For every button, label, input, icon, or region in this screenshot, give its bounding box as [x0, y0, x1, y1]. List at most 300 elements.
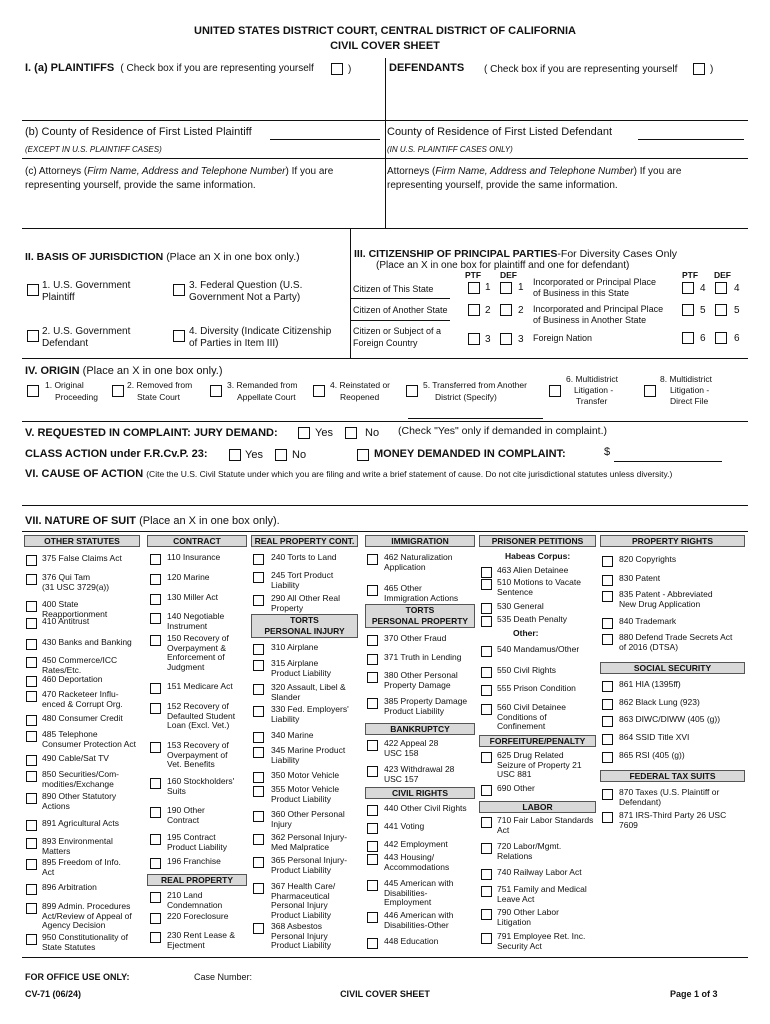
suit-c1-4-label: 430 Banks and Banking — [42, 637, 132, 647]
suit-c4-10-label: 442 Employment — [384, 839, 448, 849]
rule — [22, 358, 748, 359]
rule — [22, 158, 748, 159]
origin-4-label: 4. Reinstated or — [330, 380, 391, 390]
incorporated-another-state: Incorporated and Principal Place — [533, 304, 664, 314]
suit-c3-13-checkbox[interactable] — [253, 857, 264, 868]
suit-c5-1-checkbox[interactable] — [481, 579, 492, 590]
other-label: Other: — [513, 628, 539, 638]
suit-c2-12-checkbox[interactable] — [150, 892, 161, 903]
suit-c1-3-checkbox[interactable] — [26, 618, 37, 629]
suit-c4-14-checkbox[interactable] — [367, 938, 378, 949]
suit-c6-7-checkbox[interactable] — [602, 716, 613, 727]
suit-c1-2-label: 400 State Reapportionment — [42, 599, 108, 619]
parties-divider — [385, 58, 386, 228]
attorneys-plaintiff-note: representing yourself, provide the same information. — [25, 180, 256, 191]
nature-heading: VII. NATURE OF SUIT (Place an X in one box only). — [25, 515, 280, 527]
suit-c4-6-label: 422 Appeal 28 USC 158 — [384, 738, 439, 758]
origin-6-label: Litigation - — [574, 385, 614, 395]
money-label: MONEY DEMANDED IN COMPLAINT: — [374, 448, 566, 460]
suit-c1-10-checkbox[interactable] — [26, 755, 37, 766]
suit-c4-6-checkbox[interactable] — [367, 740, 378, 751]
close-paren: ) — [710, 64, 714, 75]
suit-c4-11-label: 443 Housing/ Accommodations — [384, 852, 450, 872]
ptf-4-checkbox[interactable] — [682, 282, 694, 294]
ptf-3-checkbox[interactable] — [468, 333, 480, 345]
suit-c5-7-checkbox[interactable] — [481, 704, 492, 715]
real-property-header: REAL PROPERTY — [147, 874, 247, 886]
suit-c3-4-label: 315 Airplane Product Liability — [271, 658, 332, 678]
suit-c1-11-checkbox[interactable] — [26, 771, 37, 782]
def-label: DEF — [500, 270, 517, 280]
suit-c3-15-checkbox[interactable] — [253, 923, 264, 934]
citizen-foreign: Citizen or Subject of a — [353, 326, 442, 336]
suit-c4-13-label: 446 American with Disabilities-Other — [384, 910, 454, 930]
class-action-label: CLASS ACTION under F.R.Cv.P. 23: — [25, 448, 208, 460]
suit-c2-7-checkbox[interactable] — [150, 742, 161, 753]
office-use-label: FOR OFFICE USE ONLY: — [25, 972, 130, 982]
suit-c3-0-label: 240 Torts to Land — [271, 552, 337, 562]
suit-c3-14-label: 367 Health Care/ Pharmaceutical Personal Injury Product Liability — [271, 881, 336, 920]
suit-c2-0-checkbox[interactable] — [150, 554, 161, 565]
suit-c5-9-checkbox[interactable] — [481, 785, 492, 796]
def-2-checkbox[interactable] — [500, 304, 512, 316]
jurisdiction-4-label: of Parties in Item III) — [189, 338, 279, 349]
suit-c1-16-label: 896 Arbitration — [42, 882, 97, 892]
class-yes-label: Yes — [245, 449, 263, 461]
rule — [22, 120, 748, 121]
suit-c1-3-label: 410 Antitrust — [42, 616, 90, 626]
rule — [22, 505, 748, 506]
suit-c1-14-label: 893 Environmental Matters — [42, 836, 113, 856]
suit-c5-8-checkbox[interactable] — [481, 752, 492, 763]
citizen-this-state: Citizen of This State — [353, 284, 434, 294]
jury-note: (Check "Yes" only if demanded in complaint.) — [398, 425, 608, 437]
forfeiture-header: FORFEITURE/PENALTY — [479, 735, 596, 747]
suit-c2-4-label: 150 Recovery of Overpayment & Enforcement of Judgment — [167, 633, 229, 672]
suit-c4-12-checkbox[interactable] — [367, 880, 378, 891]
suit-c5-11-label: 720 Labor/Mgmt. Relations — [497, 841, 562, 861]
suit-c3-7-checkbox[interactable] — [253, 732, 264, 743]
suit-c5-6-checkbox[interactable] — [481, 685, 492, 696]
suit-c1-11-label: 850 Securities/Com- modities/Exchange — [42, 769, 120, 789]
plaintiffs-label: I. (a) PLAINTIFFS — [25, 62, 115, 74]
suit-c1-4-checkbox[interactable] — [26, 639, 37, 650]
suit-c3-6-label: 330 Fed. Employers' Liability — [271, 704, 349, 724]
suit-c1-1-label: 376 Qui Tam (31 USC 3729(a)) — [42, 572, 110, 592]
suit-c2-3-checkbox[interactable] — [150, 613, 161, 624]
suit-c6-8-checkbox[interactable] — [602, 734, 613, 745]
suit-c6-9-label: 865 RSI (405 (g)) — [619, 750, 685, 760]
jurisdiction-3-label: Government Not a Party) — [189, 292, 301, 303]
suit-c4-3-checkbox[interactable] — [367, 654, 378, 665]
origin-2-label: 2. Removed from — [127, 380, 193, 390]
suit-c3-11-label: 360 Other Personal Injury — [271, 809, 345, 829]
suit-c5-15-label: 791 Employee Ret. Inc. Security Act — [497, 931, 586, 951]
ptf-2-checkbox[interactable] — [468, 304, 480, 316]
suit-c2-9-checkbox[interactable] — [150, 807, 161, 818]
class-no-label: No — [292, 449, 307, 461]
rule — [22, 421, 748, 422]
origin-5-label: 5. Transferred from Another — [423, 380, 527, 390]
suit-c5-9-label: 690 Other — [497, 783, 535, 793]
suit-c3-8-checkbox[interactable] — [253, 747, 264, 758]
def-label: DEF — [714, 270, 731, 280]
suit-c3-2-checkbox[interactable] — [253, 595, 264, 606]
suit-c5-1-label: 510 Motions to Vacate Sentence — [497, 577, 581, 597]
suit-c3-12-label: 362 Personal Injury- Med Malpratice — [271, 832, 348, 852]
cause-heading: VI. CAUSE OF ACTION (Cite the U.S. Civil Statute under which you are filing and write a brief statement of cause. Do not cite jurisdictional statutes unless diversity.) — [25, 468, 673, 480]
plaintiffs-heading — [25, 62, 314, 74]
suit-c3-1-checkbox[interactable] — [253, 572, 264, 583]
def-2-number: 2 — [518, 305, 524, 316]
plaintiff-self-checkbox[interactable] — [331, 63, 343, 75]
suit-c3-5-checkbox[interactable] — [253, 684, 264, 695]
def-3-checkbox[interactable] — [500, 333, 512, 345]
suit-c2-5-label: 151 Medicare Act — [167, 681, 233, 691]
jurisdiction-2-label: 2. U.S. Government — [42, 326, 131, 337]
suit-c1-6-checkbox[interactable] — [26, 676, 37, 687]
suit-c1-15-checkbox[interactable] — [26, 859, 37, 870]
county-defendant-label: County of Residence of First Listed Defendant — [387, 126, 613, 138]
col-header-prisoner: PRISONER PETITIONS — [479, 535, 596, 547]
ptf-3-number: 3 — [485, 334, 491, 345]
footer-title: CIVIL COVER SHEET — [340, 989, 430, 999]
jurisdiction-heading: II. BASIS OF JURISDICTION (Place an X in one box only.) — [25, 251, 300, 263]
suit-c1-6-label: 460 Deportation — [42, 674, 103, 684]
social-security-header: SOCIAL SECURITY — [600, 662, 745, 674]
jurisdiction-1-checkbox[interactable] — [27, 284, 39, 296]
suit-c1-0-label: 375 False Claims Act — [42, 553, 122, 563]
suit-c3-15-label: 368 Asbestos Personal Injury Product Liability — [271, 921, 332, 950]
suit-c2-10-label: 195 Contract Product Liability — [167, 832, 228, 852]
def-4-checkbox[interactable] — [715, 282, 727, 294]
county-plaintiff-label: (b) County of Residence of First Listed Plaintiff — [25, 126, 252, 138]
incorporated-another-state: of Business in Another State — [533, 315, 647, 325]
origin-6-label: Transfer — [576, 396, 608, 406]
jury-yes-label: Yes — [315, 427, 333, 439]
defendants-label: DEFENDANTS — [389, 62, 465, 74]
form-title: UNITED STATES DISTRICT COURT, CENTRAL DISTRICT OF CALIFORNIA — [194, 25, 576, 37]
suit-c5-15-checkbox[interactable] — [481, 933, 492, 944]
suit-c3-10-checkbox[interactable] — [253, 786, 264, 797]
suit-c6-4-checkbox[interactable] — [602, 634, 613, 645]
suit-c1-8-checkbox[interactable] — [26, 715, 37, 726]
federal-tax-header: FEDERAL TAX SUITS — [600, 770, 745, 782]
suit-c2-14-checkbox[interactable] — [150, 932, 161, 943]
suit-c6-2-label: 835 Patent - Abbreviated New Drug Application — [619, 589, 713, 609]
suit-c5-10-label: 710 Fair Labor Standards Act — [497, 815, 594, 835]
suit-c2-14-label: 230 Rent Lease & Ejectment — [167, 930, 236, 950]
labor-header: LABOR — [479, 801, 596, 813]
suit-c4-9-label: 441 Voting — [384, 821, 425, 831]
ptf-5-number: 5 — [700, 305, 706, 316]
suit-c6-1-checkbox[interactable] — [602, 575, 613, 586]
suit-c4-8-checkbox[interactable] — [367, 805, 378, 816]
jurisdiction-3-label: 3. Federal Question (U.S. — [189, 280, 303, 291]
suit-c4-10-checkbox[interactable] — [367, 841, 378, 852]
ptf-6-checkbox[interactable] — [682, 332, 694, 344]
defendant-self-checkbox[interactable] — [693, 63, 705, 75]
origin-3-label: 3. Remanded from — [227, 380, 298, 390]
suit-c2-8-checkbox[interactable] — [150, 778, 161, 789]
suit-c6-9-checkbox[interactable] — [602, 752, 613, 763]
suit-c2-1-checkbox[interactable] — [150, 574, 161, 585]
torts-personal-property-header: TORTS PERSONAL PROPERTY — [365, 604, 475, 628]
origin-5-checkbox[interactable] — [406, 385, 418, 397]
form-number: CV-71 (06/24) — [25, 989, 82, 999]
origin-3-checkbox[interactable] — [210, 385, 222, 397]
suit-c1-16-checkbox[interactable] — [26, 884, 37, 895]
suit-c3-11-checkbox[interactable] — [253, 811, 264, 822]
bankruptcy-header: BANKRUPTCY — [365, 723, 475, 735]
attorneys-plaintiff-label: (c) Attorneys (Firm Name, Address and Telephone Number) If you are — [25, 166, 334, 177]
suit-c5-0-checkbox[interactable] — [481, 567, 492, 578]
suit-c5-14-checkbox[interactable] — [481, 909, 492, 920]
jurisdiction-3-checkbox[interactable] — [173, 284, 185, 296]
suit-c1-0-checkbox[interactable] — [26, 555, 37, 566]
ptf-1-checkbox[interactable] — [468, 282, 480, 294]
suit-c3-14-checkbox[interactable] — [253, 883, 264, 894]
suit-c5-3-checkbox[interactable] — [481, 616, 492, 627]
origin-2-label: State Court — [137, 392, 180, 402]
attorneys-defendant-note: representing yourself, provide the same information. — [387, 180, 618, 191]
suit-c4-5-checkbox[interactable] — [367, 698, 378, 709]
citizenship-note: (Place an X in one box for plaintiff and one for defendant) — [376, 260, 630, 271]
jurisdiction-1-label: Plaintiff — [42, 292, 75, 303]
suit-c6-3-checkbox[interactable] — [602, 618, 613, 629]
suit-c2-4-checkbox[interactable] — [150, 635, 161, 646]
suit-c4-8-label: 440 Other Civil Rights — [384, 803, 467, 813]
def-6-number: 6 — [734, 333, 740, 344]
suit-c6-8-label: 864 SSID Title XVI — [619, 732, 690, 742]
class-yes-checkbox[interactable] — [229, 449, 241, 461]
suit-c3-3-checkbox[interactable] — [253, 644, 264, 655]
suit-c6-1-label: 830 Patent — [619, 573, 661, 583]
suit-c6-0-label: 820 Copyrights — [619, 554, 677, 564]
suit-c4-12-label: 445 American with Disabilities- Employment — [384, 878, 454, 907]
case-number-label: Case Number: — [194, 972, 253, 982]
suit-c4-9-checkbox[interactable] — [367, 823, 378, 834]
suit-c1-17-checkbox[interactable] — [26, 903, 37, 914]
suit-c1-15-label: 895 Freedom of Info. Act — [42, 857, 121, 877]
jurisdiction-divider — [350, 228, 351, 358]
origin-1-label: 1. Original — [45, 380, 84, 390]
ptf-2-number: 2 — [485, 305, 491, 316]
suit-c6-10-checkbox[interactable] — [602, 789, 613, 800]
jurisdiction-2-checkbox[interactable] — [27, 330, 39, 342]
suit-c4-0-checkbox[interactable] — [367, 554, 378, 565]
suit-c1-12-checkbox[interactable] — [26, 793, 37, 804]
col-header-property-rights: PROPERTY RIGHTS — [600, 535, 745, 547]
col-header-immigration: IMMIGRATION — [365, 535, 475, 547]
jurisdiction-1-label: 1. U.S. Government — [42, 280, 131, 291]
suit-c1-1-checkbox[interactable] — [26, 574, 37, 585]
suit-c1-8-label: 480 Consumer Credit — [42, 713, 123, 723]
suit-c5-12-checkbox[interactable] — [481, 869, 492, 880]
suit-c1-9-checkbox[interactable] — [26, 731, 37, 742]
suit-c4-11-checkbox[interactable] — [367, 854, 378, 865]
county-plaintiff-field[interactable] — [270, 139, 380, 140]
suit-c2-10-checkbox[interactable] — [150, 834, 161, 845]
origin-3-label: Appellate Court — [237, 392, 296, 402]
suit-c6-2-checkbox[interactable] — [602, 591, 613, 602]
suit-c1-13-checkbox[interactable] — [26, 820, 37, 831]
origin-4-checkbox[interactable] — [313, 385, 325, 397]
money-field[interactable] — [614, 461, 722, 462]
def-6-checkbox[interactable] — [715, 332, 727, 344]
def-5-checkbox[interactable] — [715, 304, 727, 316]
suit-c2-11-label: 196 Franchise — [167, 856, 221, 866]
suit-c4-2-checkbox[interactable] — [367, 635, 378, 646]
county-defendant-field[interactable] — [638, 139, 744, 140]
suit-c4-1-label: 465 Other Immigration Actions — [384, 583, 459, 603]
suit-c4-4-label: 380 Other Personal Property Damage — [384, 670, 458, 690]
suit-c5-4-checkbox[interactable] — [481, 646, 492, 657]
suit-c4-7-checkbox[interactable] — [367, 766, 378, 777]
transfer-district-field[interactable] — [408, 418, 543, 419]
incorporated-this-state: Incorporated or Principal Place — [533, 277, 657, 287]
suit-c6-11-checkbox[interactable] — [602, 812, 613, 823]
suit-c6-0-checkbox[interactable] — [602, 556, 613, 567]
suit-c6-10-label: 870 Taxes (U.S. Plaintiff or Defendant) — [619, 787, 720, 807]
suit-c3-12-checkbox[interactable] — [253, 834, 264, 845]
ptf-label: PTF — [682, 270, 699, 280]
defendants-self-text: ( Check box if you are representing yourself — [484, 64, 678, 75]
suit-c6-5-checkbox[interactable] — [602, 681, 613, 692]
ptf-5-checkbox[interactable] — [682, 304, 694, 316]
suit-c1-5-label: 450 Commerce/ICC Rates/Etc. — [42, 655, 118, 675]
origin-heading: IV. ORIGIN (Place an X in one box only.) — [25, 365, 223, 377]
jury-no-checkbox[interactable] — [345, 427, 357, 439]
suit-c2-5-checkbox[interactable] — [150, 683, 161, 694]
rule — [350, 320, 450, 321]
suit-c1-9-label: 485 Telephone Consumer Protection Act — [42, 729, 137, 749]
suit-c1-13-label: 891 Agricultural Acts — [42, 818, 120, 828]
suit-c4-5-label: 385 Property Damage Product Liability — [384, 696, 468, 716]
origin-8-checkbox[interactable] — [644, 385, 656, 397]
suit-c2-13-label: 220 Foreclosure — [167, 911, 229, 921]
suit-c5-5-checkbox[interactable] — [481, 667, 492, 678]
suit-c2-6-checkbox[interactable] — [150, 703, 161, 714]
origin-5-label: District (Specify) — [435, 392, 497, 402]
suit-c4-7-label: 423 Withdrawal 28 USC 157 — [384, 764, 455, 784]
suit-c3-4-checkbox[interactable] — [253, 660, 264, 671]
jurisdiction-4-label: 4. Diversity (Indicate Citizenship — [189, 326, 332, 337]
suit-c3-1-label: 245 Tort Product Liability — [271, 570, 334, 590]
jury-yes-checkbox[interactable] — [298, 427, 310, 439]
suit-c5-2-checkbox[interactable] — [481, 603, 492, 614]
col-header-real-property: REAL PROPERTY CONT. — [251, 535, 358, 547]
origin-8-label: 8. Multidistrict — [660, 374, 712, 384]
suit-c3-5-label: 320 Assault, Libel & Slander — [271, 682, 346, 702]
def-1-checkbox[interactable] — [500, 282, 512, 294]
suit-c4-14-label: 448 Education — [384, 936, 439, 946]
origin-1-label: Proceeding — [55, 392, 99, 402]
suit-c1-18-label: 950 Constitutionality of State Statutes — [42, 932, 128, 952]
suit-c5-0-label: 463 Alien Detainee — [497, 565, 569, 575]
ptf-1-number: 1 — [485, 282, 491, 293]
suit-c3-0-checkbox[interactable] — [253, 554, 264, 565]
suit-c2-13-checkbox[interactable] — [150, 913, 161, 924]
county-defendant-note: (IN U.S. PLAINTIFF CASES ONLY) — [387, 145, 513, 154]
suit-c2-1-label: 120 Marine — [167, 572, 210, 582]
suit-c1-14-checkbox[interactable] — [26, 838, 37, 849]
suit-c6-5-label: 861 HIA (1395ff) — [619, 679, 681, 689]
rule — [350, 298, 450, 299]
citizenship-heading: III. CITIZENSHIP OF PRINCIPAL PARTIES-For Diversity Cases Only — [354, 248, 678, 260]
suit-c2-11-checkbox[interactable] — [150, 858, 161, 869]
county-plaintiff-note: (EXCEPT IN U.S. PLAINTIFF CASES) — [25, 145, 162, 154]
suit-c2-6-label: 152 Recovery of Defaulted Student Loan (Excl. Vet.) — [167, 701, 236, 730]
suit-c3-2-label: 290 All Other Real Property — [271, 593, 340, 613]
suit-c2-2-label: 130 Miller Act — [167, 592, 219, 602]
suit-c5-11-checkbox[interactable] — [481, 843, 492, 854]
suit-c5-13-label: 751 Family and Medical Leave Act — [497, 884, 587, 904]
rule — [22, 531, 748, 532]
suit-c1-18-checkbox[interactable] — [26, 934, 37, 945]
suit-c5-14-label: 790 Other Labor Litigation — [497, 907, 559, 927]
suit-c2-3-label: 140 Negotiable Instrument — [167, 611, 225, 631]
rule — [22, 228, 748, 229]
def-4-number: 4 — [734, 283, 740, 294]
suit-c3-7-label: 340 Marine — [271, 730, 314, 740]
class-no-checkbox[interactable] — [275, 449, 287, 461]
origin-6-label: 6. Multidistrict — [566, 374, 618, 384]
suit-c6-4-label: 880 Defend Trade Secrets Act of 2016 (DTSA) — [619, 632, 733, 652]
origin-1-checkbox[interactable] — [27, 385, 39, 397]
suit-c2-12-label: 210 Land Condemnation — [167, 890, 223, 910]
origin-8-label: Litigation - — [670, 385, 710, 395]
origin-6-checkbox[interactable] — [549, 385, 561, 397]
ptf-4-number: 4 — [700, 283, 706, 294]
suit-c4-1-checkbox[interactable] — [367, 585, 378, 596]
suit-c3-10-label: 355 Motor Vehicle Product Liability — [271, 784, 340, 804]
col-header-other-statutes: OTHER STATUTES — [24, 535, 140, 547]
habeas-label: Habeas Corpus: — [505, 551, 571, 561]
suit-c2-9-label: 190 Other Contract — [167, 805, 205, 825]
suit-c5-7-label: 560 Civil Detainee Conditions of Confinement — [497, 702, 566, 731]
suit-c1-7-checkbox[interactable] — [26, 691, 37, 702]
def-5-number: 5 — [734, 305, 740, 316]
suit-c1-2-checkbox[interactable] — [26, 601, 37, 612]
attorneys-defendant-label: Attorneys (Firm Name, Address and Telephone Number) If you are — [387, 166, 682, 177]
suit-c6-3-label: 840 Trademark — [619, 616, 677, 626]
civil-rights-header: CIVIL RIGHTS — [365, 787, 475, 799]
suit-c3-6-checkbox[interactable] — [253, 706, 264, 717]
suit-c4-4-checkbox[interactable] — [367, 672, 378, 683]
suit-c2-2-checkbox[interactable] — [150, 594, 161, 605]
def-3-number: 3 — [518, 334, 524, 345]
money-checkbox[interactable] — [357, 449, 369, 461]
jury-no-label: No — [365, 427, 380, 439]
suit-c5-13-checkbox[interactable] — [481, 886, 492, 897]
suit-c6-6-label: 862 Black Lung (923) — [619, 697, 700, 707]
suit-c4-13-checkbox[interactable] — [367, 912, 378, 923]
suit-c3-9-label: 350 Motor Vehicle — [271, 770, 340, 780]
suit-c2-0-label: 110 Insurance — [167, 552, 221, 562]
origin-2-checkbox[interactable] — [112, 385, 124, 397]
suit-c6-6-checkbox[interactable] — [602, 699, 613, 710]
jurisdiction-4-checkbox[interactable] — [173, 330, 185, 342]
suit-c3-9-checkbox[interactable] — [253, 772, 264, 783]
suit-c5-3-label: 535 Death Penalty — [497, 614, 567, 624]
close-paren: ) — [348, 64, 352, 75]
suit-c1-5-checkbox[interactable] — [26, 657, 37, 668]
origin-4-label: Reopened — [340, 392, 380, 402]
rule — [22, 957, 748, 958]
requested-heading: V. REQUESTED IN COMPLAINT: JURY DEMAND: — [25, 427, 278, 439]
suit-c5-10-checkbox[interactable] — [481, 817, 492, 828]
